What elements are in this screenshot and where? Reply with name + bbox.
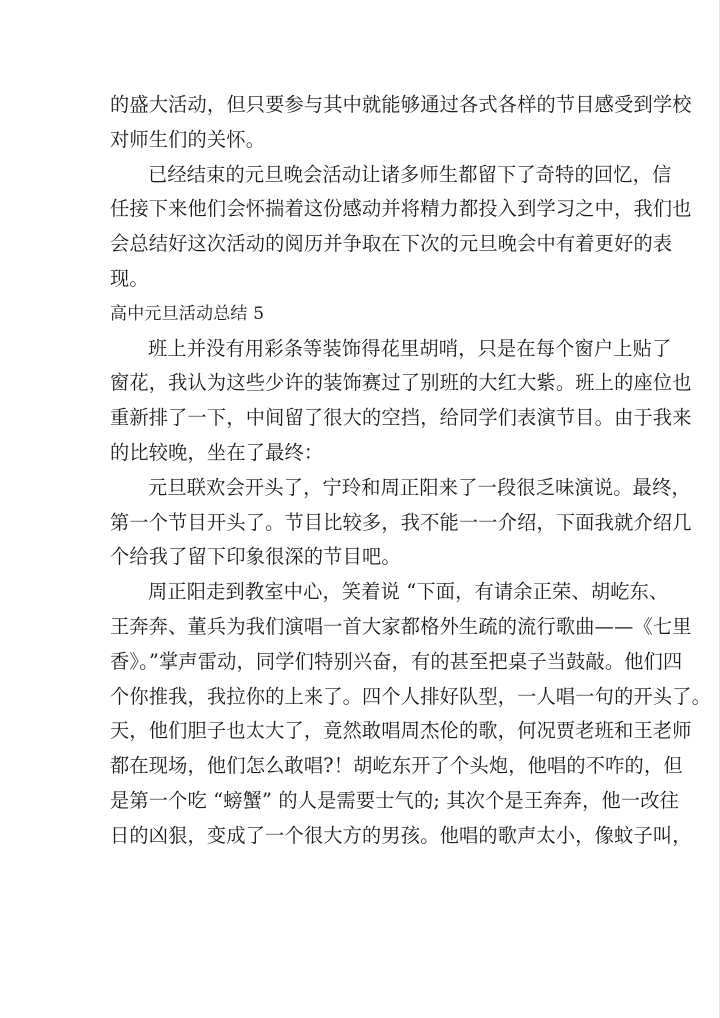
text-line: 周正阳走到教室中心，笑着说 “下面，有请余正荣、胡屹东、 xyxy=(148,580,669,604)
paragraph xyxy=(110,471,692,575)
text-line: 个给我了留下印象很深的节目吧。 xyxy=(110,545,401,569)
paragraph xyxy=(110,332,692,471)
text-line: 元旦联欢会开头了，宁玲和周正阳来了一段很乏味演说。最终， xyxy=(148,475,691,499)
text-line: 王奔奔、董兵为我们演唱一首大家都格外生疏的流行歌曲——《七里 xyxy=(110,614,692,638)
text-line: 班上并没有用彩条等装饰得花里胡哨，只是在每个窗户上贴了 xyxy=(148,336,672,360)
section-heading: 高中元旦活动总结 5 xyxy=(110,303,265,324)
text-line: 天，他们胆子也太大了，竟然敢唱周杰伦的歌，何况贾老班和王老师 xyxy=(110,719,692,743)
text-line: 香》。”掌声雷动，同学们特别兴奋，有的甚至把桌子当鼓敲。他们四 xyxy=(110,649,683,673)
paragraph-continuation xyxy=(110,88,692,158)
text-line: 是第一个吃 “螃蟹” 的人是需要士气的; 其次个是王奔奔，他一改往 xyxy=(110,788,680,812)
text-line: 第一个节目开头了。节目比较多，我不能一一介绍，下面我就介绍几 xyxy=(110,510,692,534)
text-line: 的比较晚，坐在了最终： xyxy=(110,440,324,464)
text-line: 现。 xyxy=(110,266,149,290)
paragraph xyxy=(110,158,692,297)
paragraph xyxy=(110,575,712,853)
text-line: 日的凶狠，变成了一个很大方的男孩。他唱的歌声太小，像蚊子叫， xyxy=(110,823,692,847)
text-line: 已经结束的元旦晚会活动让诸多师生都留下了奇特的回忆，信 xyxy=(148,162,672,186)
text-line: 重新排了一下，中间留了很大的空挡，给同学们表演节目。由于我来 xyxy=(110,406,692,430)
text-line: 个你推我，我拉你的上来了。四个人排好队型，一人唱一句的开头了。 xyxy=(110,684,712,708)
text-line: 对师生们的关怀。 xyxy=(110,127,266,151)
document-body xyxy=(110,88,712,854)
text-line: 任接下来他们会怀揣着这份感动并将精力都投入到学习之中，我们也 xyxy=(110,197,692,221)
text-line: 会总结好这次活动的阅历并争取在下次的元旦晚会中有着更好的表 xyxy=(110,232,673,256)
text-line: 都在现场，他们怎么敢唱?！胡屹东开了个头炮，他唱的不咋的，但 xyxy=(110,754,683,778)
text-line: 窗花，我认为这些少许的装饰赛过了别班的大红大紫。班上的座位也 xyxy=(110,371,692,395)
text-line: 的盛大活动，但只要参与其中就能够通过各式各样的节目感受到学校 xyxy=(110,93,692,116)
